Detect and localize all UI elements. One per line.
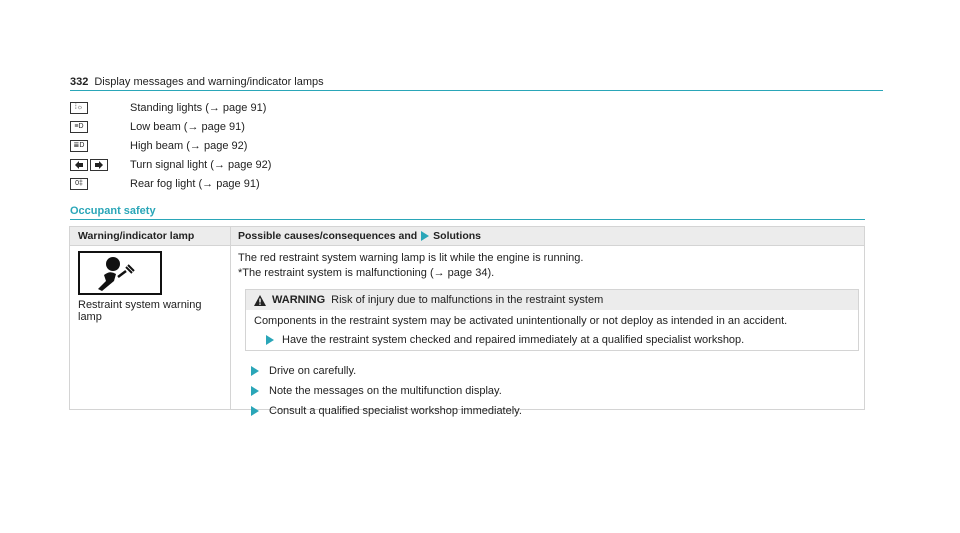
lamp-row-rear-fog — [70, 174, 271, 193]
standing-lights-icon: ⁞☼ — [70, 102, 88, 114]
table-header-row — [70, 227, 864, 245]
warning-box — [245, 289, 859, 351]
cause-line: The red restraint system warning lamp is lit while the engine is running. — [238, 252, 584, 264]
high-beam-icon: ≣D — [70, 140, 88, 152]
lamp-row-standing-lights — [70, 98, 271, 117]
lamp-list — [70, 98, 271, 193]
header-divider — [70, 245, 864, 246]
warning-header — [246, 290, 858, 310]
solution-step-text: Consult a qualified specialist workshop immediately. — [269, 405, 522, 417]
warning-step — [246, 328, 858, 346]
warning-label: WARNING — [272, 294, 326, 306]
column-divider — [230, 227, 231, 409]
warning-triangle-icon — [254, 295, 266, 306]
rear-fog-light-icon: 0‡ — [70, 178, 88, 190]
play-arrow-icon — [251, 386, 259, 396]
warning-lamp-table — [69, 226, 865, 417]
lamp-row-high-beam — [70, 136, 271, 155]
solution-step — [251, 361, 522, 381]
column-header-lamp: Warning/indicator lamp — [78, 230, 195, 242]
page-header — [70, 76, 883, 91]
solution-step-text: Drive on carefully. — [269, 365, 357, 377]
cause-description — [238, 251, 858, 281]
warning-heading: Risk of injury due to malfunctions in the restraint system — [331, 294, 604, 306]
lamp-text: Standing lights (→ page 91) — [130, 101, 267, 114]
turn-signal-right-icon — [90, 159, 108, 171]
play-arrow-icon — [251, 406, 259, 416]
column-header-causes-text: Possible causes/consequences and — [238, 230, 418, 242]
low-beam-icon: ≡D — [70, 121, 88, 133]
solution-steps — [251, 361, 522, 421]
solution-step — [251, 381, 522, 401]
warning-body: Components in the restraint system may be activated unintentionally or not deploy as intended in an accident. — [254, 315, 788, 327]
lamp-text: Low beam (→ page 91) — [130, 120, 245, 133]
lamp-text: Rear fog light (→ page 91) — [130, 177, 260, 190]
cause-line: *The restraint system is malfunctioning (→ page 34). — [238, 267, 495, 279]
solution-step — [251, 401, 522, 421]
lamp-text: High beam (→ page 92) — [130, 139, 248, 152]
lamp-row-low-beam — [70, 117, 271, 136]
lamp-row-turn-signal — [70, 155, 271, 174]
section-title: Occupant safety — [70, 205, 865, 220]
play-arrow-icon — [266, 335, 274, 345]
lamp-text: Turn signal light (→ page 92) — [130, 158, 272, 171]
solution-step-text: Note the messages on the multifunction display. — [269, 385, 502, 397]
play-arrow-icon — [251, 366, 259, 376]
restraint-system-warning-lamp-icon — [78, 251, 162, 295]
turn-signal-left-icon — [70, 159, 88, 171]
column-header-solutions-text: Solutions — [433, 230, 482, 242]
column-header-causes — [238, 230, 481, 242]
play-arrow-icon — [421, 231, 429, 241]
warning-step-text: Have the restraint system checked and repaired immediately at a qualified specialist workshop. — [282, 334, 745, 346]
page-number: 332 — [70, 76, 89, 88]
lamp-label: Restraint system warning lamp — [78, 299, 202, 323]
page-header-title: Display messages and warning/indicator lamps — [94, 76, 324, 88]
